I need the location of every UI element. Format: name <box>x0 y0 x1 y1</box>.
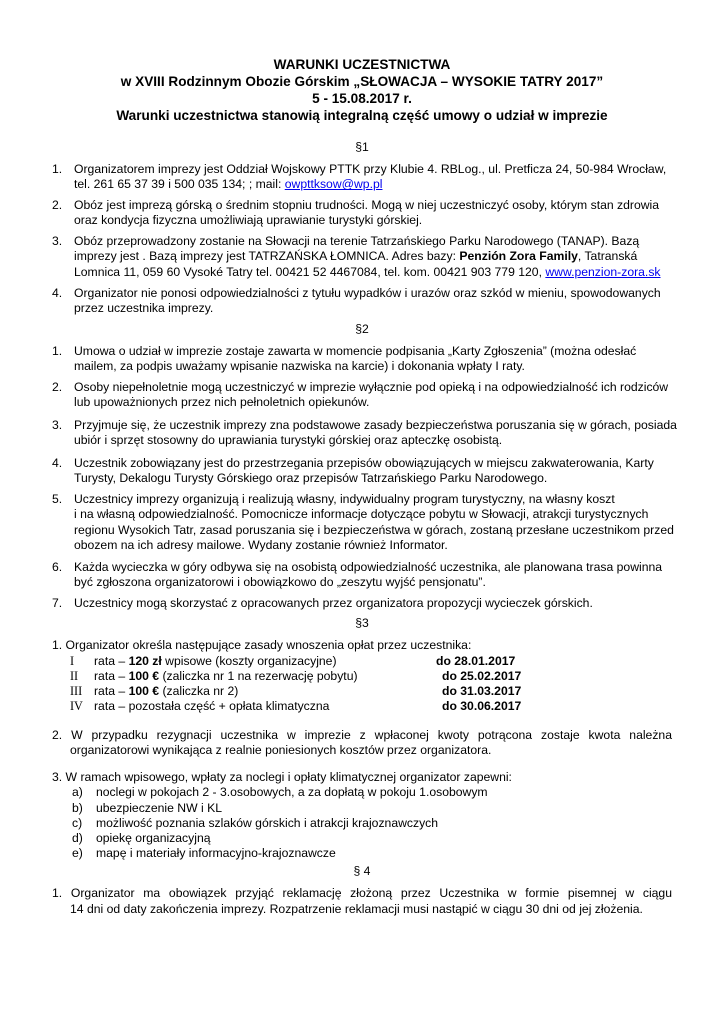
rate-due: do 25.02.2017 <box>442 669 522 683</box>
section-1-title: §1 <box>355 140 369 154</box>
s2-item-5-line1: Uczestnicy imprezy organizują i realizują własny, indywidualny program turystyczny, na własny koszt <box>74 492 615 506</box>
s3-item-2-line2: organizatorowi wynikająca z realnie poniesionych kosztów przez organizatora. <box>70 743 492 757</box>
s2-item-5-line4: obozem na ich adresy mailowe. Wydany zostanie również Informator. <box>74 538 448 553</box>
item-number: 2. <box>52 198 63 212</box>
s3-item-2-line1: 2. W przypadku rezygnacji uczestnika w imprezie z wpłaconej kwoty potrącona zostaje kwota należna <box>52 728 672 742</box>
s1-item-2-line1: Obóz jest imprezą górską o średnim stopniu trudności. Mogą w niej uczestniczyć osoby, którym stan zdrowia <box>74 198 660 212</box>
rate-roman: III <box>70 684 83 698</box>
rate-sep: rata – <box>94 684 129 698</box>
s1-item-1-line1: Organizatorem imprezy jest Oddział Wojskowy PTTK przy Klubie 4. RBLog., ul. Pretficza 24, 50-984 Wrocław, <box>74 162 667 176</box>
rate-desc: (zaliczka nr 2) <box>159 684 239 698</box>
included-item-letter: e) <box>72 846 83 860</box>
organizer-email-link[interactable]: owpttksow@wp.pl <box>284 177 383 192</box>
s3-item-1: 1. Organizator określa następujące zasady wnoszenia opłat przez uczestnika: <box>52 638 472 652</box>
item-number: 1. <box>52 162 63 176</box>
s2-item-3-line2: ubiór i sprzęt stosowny do uprawiania turystyki górskiej oraz apteczkę osobistą. <box>74 433 503 448</box>
s2-item-1-line2: mailem, za podpis uważamy wpisanie nazwiska na karcie) i dokonania wpłaty I raty. <box>74 359 525 374</box>
s2-item-1-line1: Umowa o udział w imprezie zostaje zawarta w momencie podpisania „Karty Zgłoszenia” (można odesłać <box>74 344 637 358</box>
rate-amount: 120 zł <box>128 654 162 668</box>
rate-roman: I <box>70 654 75 668</box>
doc-subtitle: w XVIII Rodzinnym Obozie Górskim „SŁOWACJA – WYSOKIE TATRY 2017” <box>120 74 604 89</box>
section-4-title: § 4 <box>353 864 371 878</box>
document-header <box>0 56 724 124</box>
rate-sep: rata – <box>94 699 129 713</box>
s1-item-3-line2b: , Tatranská <box>577 249 638 264</box>
s1-item-2-line2: oraz kondycja fizyczna umożliwiają uprawianie turystyki górskiej. <box>74 213 423 228</box>
s2-item-6-line2: być zgłoszona organizatorowi i obowiązkowo do „zeszytu wyjść pensjonatu”. <box>74 575 486 590</box>
rate-due: do 30.06.2017 <box>442 699 522 713</box>
rate-amount: 100 € <box>128 669 160 683</box>
s2-item-5-line2: i na własną odpowiedzialność. Pomocnicze informacje dotyczące pobytu w Słowacji, atrakcji turystycznych <box>74 507 649 522</box>
s4-item-1-line2: 14 dni od daty zakończenia imprezy. Rozpatrzenie reklamacji musi nastąpić w ciągu 30 dni od jej złożenia. <box>70 902 643 916</box>
s2-item-4-line2: Turysty, Dekalogu Turysty Górskiego oraz przepisów Tatrzańskiego Parku Narodowego. <box>74 471 548 486</box>
included-item-text: mapę i materiały informacyjno-krajoznawcze <box>96 846 336 860</box>
s2-item-7-line1: Uczestnicy mogą skorzystać z opracowanych przez organizatora propozycji wycieczek górskich. <box>74 596 593 610</box>
rate-due: do 28.01.2017 <box>436 654 516 668</box>
doc-title: WARUNKI UCZESTNICTWA <box>273 57 451 72</box>
rate-desc: (zaliczka nr 1 na rezerwację pobytu) <box>159 669 358 683</box>
rate-sep: rata – <box>94 654 129 668</box>
item-number: 4. <box>52 286 63 300</box>
rate-roman: II <box>70 669 79 683</box>
included-item-letter: d) <box>72 831 83 845</box>
rate-roman: IV <box>70 699 83 713</box>
s2-item-2-line2: lub upoważnionych przez nich pełnoletnich opiekunów. <box>74 395 370 410</box>
section-3-title: §3 <box>355 616 369 630</box>
s3-item-3: 3. W ramach wpisowego, wpłaty za noclegi i opłaty klimatycznej organizator zapewni: <box>52 770 512 784</box>
s1-item-1-line2: tel. 261 65 37 39 i 500 035 134; ; mail: <box>74 177 285 192</box>
rate-desc: pozostała część + opłata klimatyczna <box>128 699 330 713</box>
s1-item-3-line1: Obóz przeprowadzony zostanie na Słowacji na terenie Tatrzańskiego Parku Narodowego (TANAP). Bazą <box>74 234 640 248</box>
rate-desc: wpisowe (koszty organizacyjne) <box>161 654 337 668</box>
s1-item-4-line1: Organizator nie ponosi odpowiedzialności z tytułu wypadków i urazów oraz szkód w mieniu, spowodowanych <box>74 286 661 300</box>
included-item-text: możliwość poznania szlaków górskich i atrakcji krajoznawczych <box>96 816 439 830</box>
doc-dates: 5 - 15.08.2017 r. <box>312 91 412 106</box>
item-number: 1. <box>52 344 63 358</box>
s2-item-3-line1: Przyjmuje się, że uczestnik imprezy zna podstawowe zasady bezpieczeństwa poruszania się w górach, posiada <box>74 418 677 432</box>
penzion-website-link[interactable]: www.penzion-zora.sk <box>545 264 661 279</box>
included-item-letter: a) <box>72 785 83 799</box>
item-number: 5. <box>52 492 63 506</box>
section-2-title: §2 <box>355 322 369 336</box>
s1-item-4-line2: przez uczestnika imprezy. <box>74 301 214 316</box>
item-number: 2. <box>52 380 63 394</box>
s4-item-1-line1: 1. Organizator ma obowiązek przyjąć reklamację złożoną przez Uczestnika w formie pisemnej w ciągu <box>52 886 672 900</box>
item-number: 6. <box>52 560 63 574</box>
s2-item-2-line1: Osoby niepełnoletnie mogą uczestniczyć w imprezie wyłącznie pod opieką i na odpowiedzialność ich rodziców <box>74 380 669 394</box>
item-number: 4. <box>52 456 63 470</box>
rate-sep: rata – <box>94 669 129 683</box>
s2-item-4-line1: Uczestnik zobowiązany jest do przestrzegania przepisów obowiązujących w miejscu zakwaterowania, Karty <box>74 456 654 470</box>
rate-amount: 100 € <box>128 684 160 698</box>
included-item-letter: c) <box>72 816 83 830</box>
included-item-letter: b) <box>72 801 83 815</box>
included-item-text: ubezpieczenie NW i KL <box>96 801 222 815</box>
included-item-text: opiekę organizacyjną <box>96 831 211 845</box>
item-number: 7. <box>52 596 63 610</box>
base-name: Penzión Zora Family <box>459 249 578 264</box>
s2-item-5-line3: regionu Wysokich Tatr, zasad poruszania się i bezpieczeństwa w górach, zostaną przesłane uczestnikom przed <box>74 522 674 537</box>
item-number: 3. <box>52 234 63 248</box>
rate-due: do 31.03.2017 <box>442 684 522 698</box>
s2-item-6-line1: Każda wycieczka w góry odbywa się na osobistą odpowiedzialność uczestnika, ale planowana trasa powinna <box>74 560 663 574</box>
s1-item-3-line3: Lomnica 11, 059 60 Vysoké Tatry tel. 00421 52 4467084, tel. kom. 00421 903 779 120, <box>74 264 546 279</box>
s1-item-3-line2a: imprezy jest . Bazą imprezy jest TATRZAŃSKA ŁOMNICA. Adres bazy: <box>74 249 460 264</box>
item-number: 3. <box>52 418 63 432</box>
included-item-text: noclegi w pokojach 2 - 3.osobowych, a za dopłatą w pokoju 1.osobowym <box>96 785 488 799</box>
doc-note: Warunki uczestnictwa stanowią integralną część umowy o udział w imprezie <box>116 108 608 123</box>
